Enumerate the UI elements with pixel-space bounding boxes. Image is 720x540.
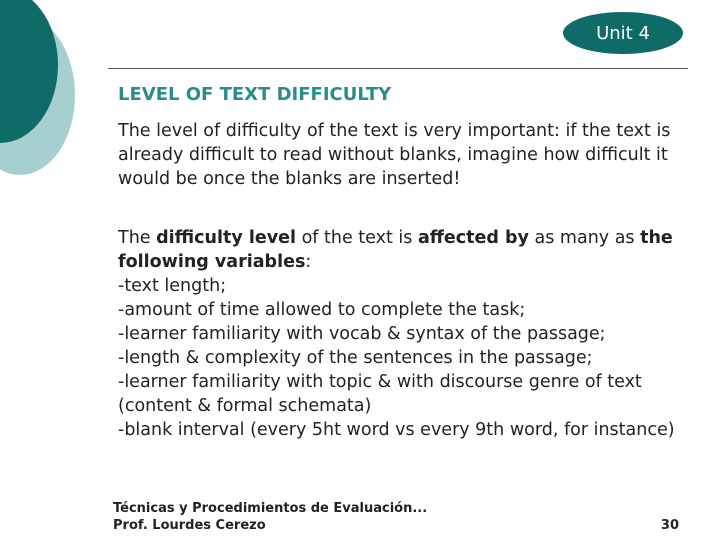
unit-label: Unit 4 <box>596 22 650 44</box>
list-item: -text length; <box>118 276 227 296</box>
list-item: -length & complexity of the sentences in the passage; <box>118 348 593 368</box>
list-item: -amount of time allowed to complete the task; <box>118 300 526 320</box>
text-segment: of the text is <box>296 228 418 248</box>
list-item: -blank interval (every 5ht word vs every 9th word, for instance) <box>118 420 675 440</box>
list-item: -learner familiarity with vocab & syntax of the passage; <box>118 324 606 344</box>
unit-badge <box>563 12 683 54</box>
bold-segment: the following variables <box>118 228 673 272</box>
variables-list <box>118 274 693 442</box>
intro-paragraph: The level of difficulty of the text is very important: if the text is already difficult to read without blanks, imagine how difficult it would be once the blanks are inserted! <box>118 121 671 189</box>
footer-course: Técnicas y Procedimientos de Evaluación... <box>113 501 428 516</box>
text-segment: The <box>118 228 157 248</box>
text-segment: : <box>305 252 312 272</box>
list-item: -learner familiarity with topic & with discourse genre of text (content & formal schemata) <box>118 372 642 416</box>
page-number: 30 <box>660 518 679 533</box>
text-segment: as many as <box>528 228 641 248</box>
variables-paragraph <box>118 226 693 442</box>
bold-segment: affected by <box>417 228 529 248</box>
slide-footer <box>113 500 683 534</box>
footer-author: Prof. Lourdes Cerezo <box>113 518 266 533</box>
bold-segment: difficulty level <box>156 228 297 248</box>
header-divider <box>108 68 688 69</box>
decorative-teal-shapes <box>0 0 90 200</box>
slide-title: LEVEL OF TEXT DIFFICULTY <box>118 84 392 105</box>
